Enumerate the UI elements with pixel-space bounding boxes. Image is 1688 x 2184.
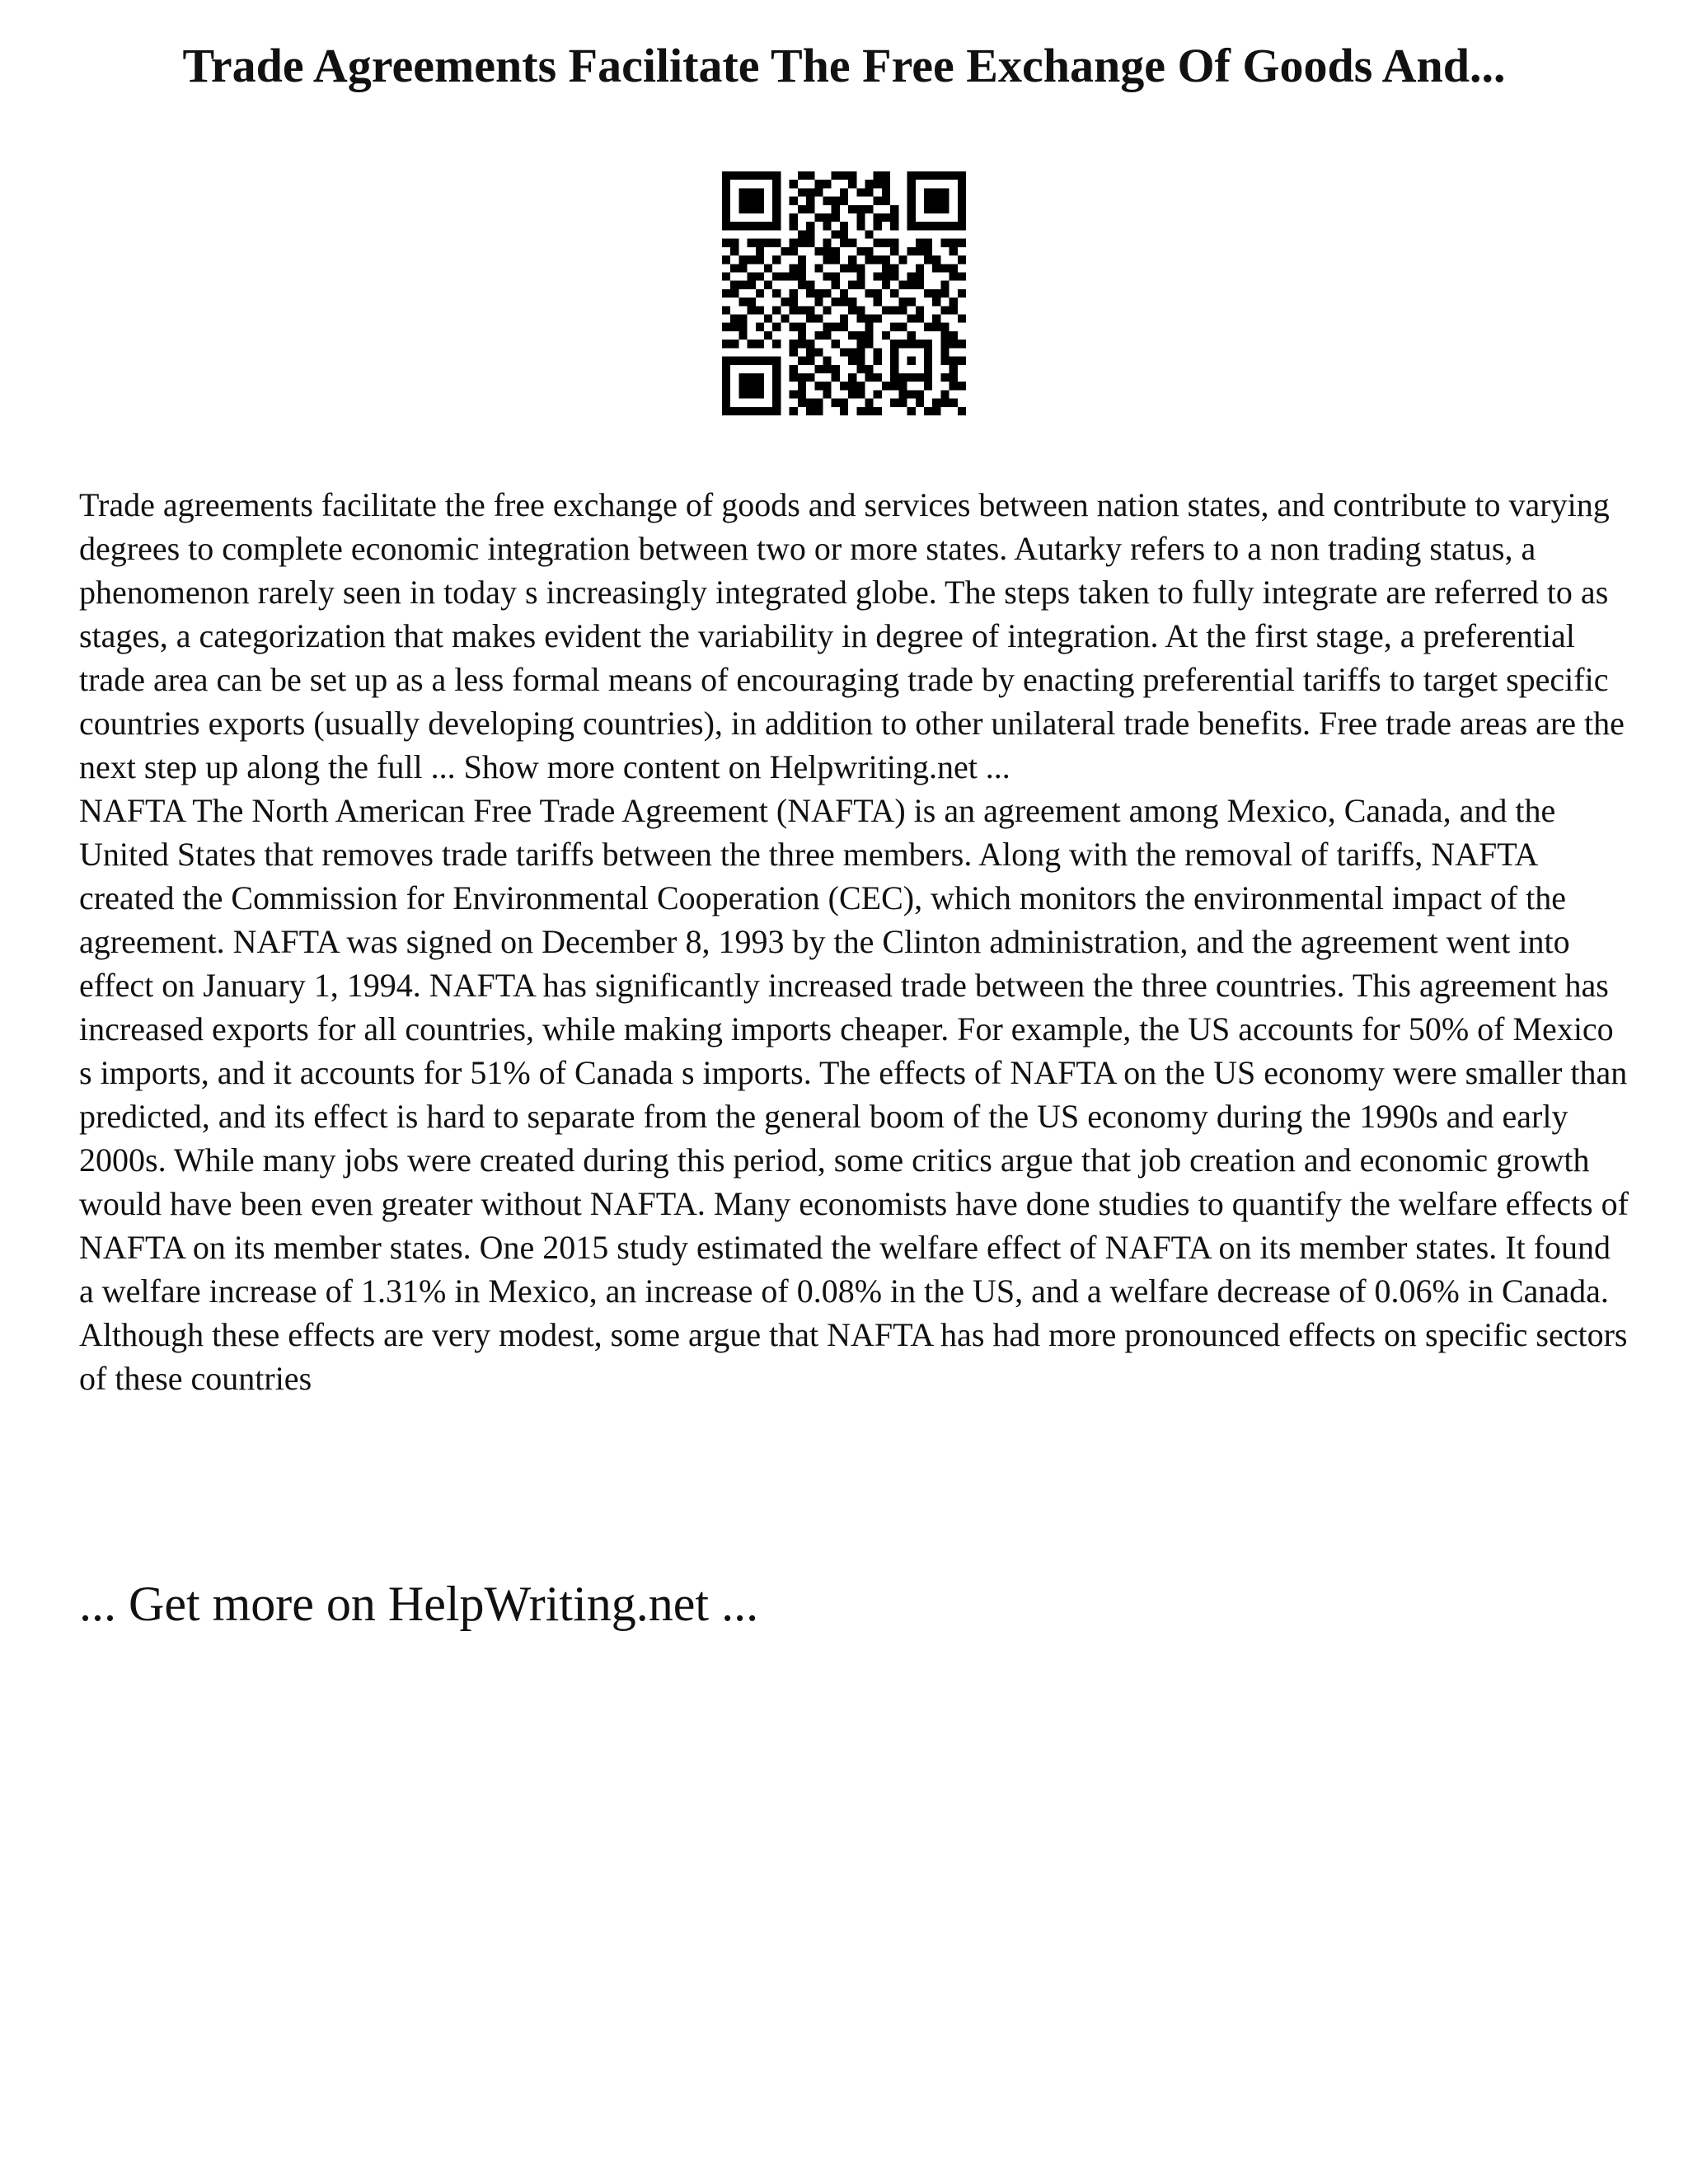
paragraph-intro: Trade agreements facilitate the free exchange of goods and services between nation states, and contribute to varying degrees to complete economic integration between two or more states. Autarky refers to a non trading status, a phenomenon rarely seen in today s increasingly integrated globe. The steps taken to fully integrate are referred to as stages, a categorization that makes evident the variability in degree of integration. At the first stage, a preferential trade area can be set up as a less formal means of encouraging trade by enacting preferential tariffs to target specific countries exports (usually developing countries), in addition to other unilateral trade benefits. Free trade areas are the next step up along the full ... Show more content on Helpwriting.net ... — [79, 486, 1625, 785]
article-body — [79, 483, 1629, 1400]
paragraph-nafta: NAFTA The North American Free Trade Agreement (NAFTA) is an agreement among Mexico, Canada, and the United States that removes trade tariffs between the three members. Along with the removal of tariffs, NAFTA created the Commission for Environmental Cooperation (CEC), which monitors the environmental impact of the agreement. NAFTA was signed on December 8, 1993 by the Clinton administration, and the agreement went into effect on January 1, 1994. NAFTA has significantly increased trade between the three countries. This agreement has increased exports for all countries, while making imports cheaper. For example, the US accounts for 50% of Mexico s imports, and it accounts for 51% of Canada s imports. The effects of NAFTA on the US economy were smaller than predicted, and its effect is hard to separate from the general boom of the US economy during the 1990s and early 2000s. While many jobs were created during this period, some critics argue that job creation and economic growth would have been even greater without NAFTA. Many economists have done studies to quantify the welfare effects of NAFTA on its member states. One 2015 study estimated the welfare effect of NAFTA on its member states. It found a welfare increase of 1.31% in Mexico, an increase of 0.08% in the US, and a welfare decrease of 0.06% in Canada. Although these effects are very modest, some argue that NAFTA has had more pronounced effects on specific sectors of these countries — [79, 792, 1629, 1397]
page-title: Trade Agreements Facilitate The Free Exchange Of Goods And... — [182, 39, 1506, 92]
qr-code — [722, 171, 966, 415]
get-more-link[interactable]: ... Get more on HelpWriting.net ... — [79, 1577, 759, 1631]
